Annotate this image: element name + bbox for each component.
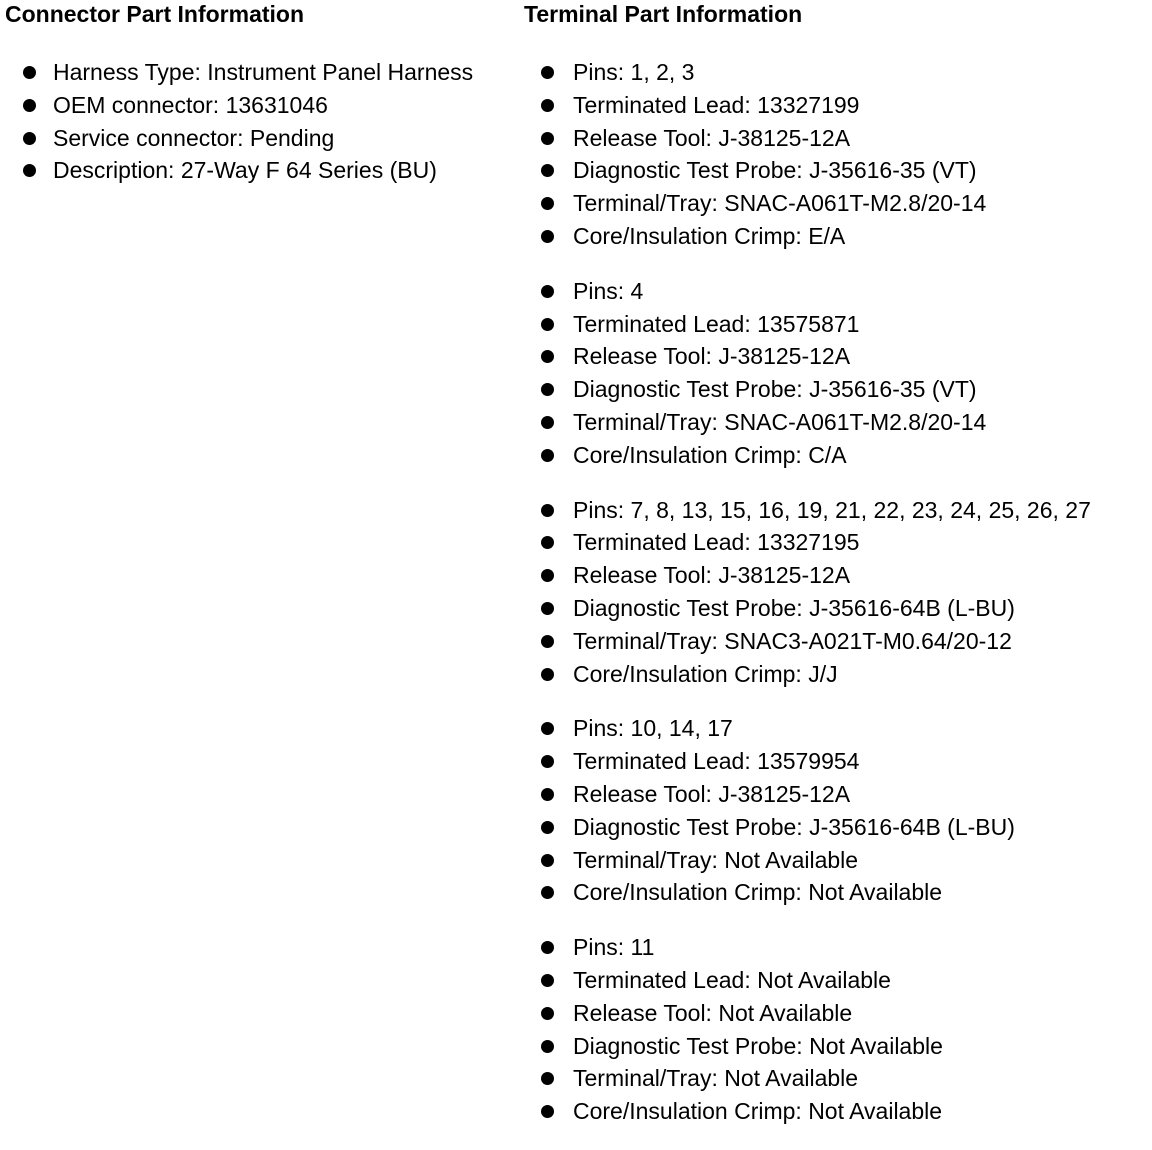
bullet-icon	[23, 164, 36, 177]
bullet-icon	[541, 602, 554, 615]
list-item-text: Diagnostic Test Probe: J-35616-35 (VT)	[573, 157, 977, 184]
list-item-text: Release Tool: J-38125-12A	[573, 343, 851, 370]
list-item	[524, 931, 1148, 964]
bullet-icon	[541, 886, 554, 899]
list-item-text: Core/Insulation Crimp: Not Available	[573, 879, 943, 906]
list-item	[524, 559, 1148, 592]
list-item-text: Terminal/Tray: Not Available	[573, 846, 859, 873]
list-item	[524, 745, 1148, 778]
list-item-text: Pins: 4	[573, 277, 644, 304]
list-item	[524, 1095, 1148, 1128]
list-item-text: Terminated Lead: 13327195	[573, 529, 860, 556]
list-item-text: Terminated Lead: 13327199	[573, 91, 860, 118]
list-item	[524, 275, 1148, 308]
list-item	[524, 122, 1148, 155]
connector-section	[5, 0, 515, 187]
list-item	[524, 220, 1148, 253]
list-item	[524, 844, 1148, 877]
connector-heading: Connector Part Information	[5, 1, 305, 27]
list-item-text: Release Tool: J-38125-12A	[573, 124, 851, 151]
terminal-group-5	[524, 931, 1148, 1128]
bullet-icon	[541, 941, 554, 954]
bullet-icon	[541, 230, 554, 243]
list-item	[524, 56, 1148, 89]
bullet-icon	[541, 1072, 554, 1085]
list-item	[524, 625, 1148, 658]
bullet-icon	[541, 383, 554, 396]
bullet-icon	[541, 504, 554, 517]
list-item	[524, 997, 1148, 1030]
bullet-icon	[541, 1007, 554, 1020]
bullet-icon	[23, 132, 36, 145]
bullet-icon	[541, 1105, 554, 1118]
connector-list	[5, 56, 515, 187]
list-item	[5, 56, 515, 89]
list-item	[524, 964, 1148, 997]
terminal-section	[524, 0, 1148, 1150]
list-item-text: Description: 27-Way F 64 Series (BU)	[53, 157, 437, 184]
list-item	[5, 89, 515, 122]
list-item	[524, 308, 1148, 341]
list-item-text: Diagnostic Test Probe: J-35616-64B (L-BU)	[573, 813, 1015, 840]
bullet-icon	[541, 197, 554, 210]
bullet-icon	[541, 1040, 554, 1053]
list-item-text: Pins: 11	[573, 934, 655, 961]
list-item	[524, 406, 1148, 439]
bullet-icon	[541, 132, 554, 145]
list-item	[524, 811, 1148, 844]
list-item	[524, 89, 1148, 122]
bullet-icon	[541, 99, 554, 112]
bullet-icon	[541, 854, 554, 867]
list-item-text: Terminated Lead: 13575871	[573, 310, 860, 337]
list-item	[524, 658, 1148, 691]
list-item-text: Diagnostic Test Probe: Not Available	[573, 1032, 943, 1059]
list-item-text: Core/Insulation Crimp: Not Available	[573, 1098, 943, 1125]
bullet-icon	[541, 164, 554, 177]
list-item	[524, 373, 1148, 406]
list-item	[5, 154, 515, 187]
list-item	[524, 494, 1148, 527]
bullet-icon	[541, 416, 554, 429]
list-item	[524, 340, 1148, 373]
bullet-icon	[541, 318, 554, 331]
bullet-icon	[23, 66, 36, 79]
list-item-text: Release Tool: J-38125-12A	[573, 780, 851, 807]
bullet-icon	[541, 755, 554, 768]
list-item-text: Terminal/Tray: SNAC-A061T-M2.8/20-14	[573, 408, 987, 435]
list-item-text: Terminal/Tray: SNAC-A061T-M2.8/20-14	[573, 190, 987, 217]
bullet-icon	[541, 635, 554, 648]
list-item-text: Pins: 10, 14, 17	[573, 715, 733, 742]
list-item-text: Terminated Lead: Not Available	[573, 966, 891, 993]
terminal-group-3	[524, 494, 1148, 691]
terminal-group-2	[524, 275, 1148, 472]
list-item-text: Service connector: Pending	[53, 124, 335, 151]
bullet-icon	[541, 285, 554, 298]
bullet-icon	[541, 722, 554, 735]
list-item-text: Pins: 1, 2, 3	[573, 59, 695, 85]
list-item	[524, 1062, 1148, 1095]
bullet-icon	[541, 788, 554, 801]
list-item	[524, 592, 1148, 625]
bullet-icon	[541, 350, 554, 363]
terminal-group-1	[524, 56, 1148, 253]
list-item	[524, 778, 1148, 811]
list-item-text: OEM connector: 13631046	[53, 91, 328, 118]
bullet-icon	[541, 569, 554, 582]
list-item	[5, 122, 515, 155]
list-item-text: Core/Insulation Crimp: E/A	[573, 222, 846, 249]
terminal-group-4	[524, 712, 1148, 909]
list-item-text: Terminated Lead: 13579954	[573, 748, 860, 775]
list-item-text: Terminal/Tray: Not Available	[573, 1065, 859, 1092]
list-item-text: Core/Insulation Crimp: J/J	[573, 660, 838, 687]
list-item-text: Diagnostic Test Probe: J-35616-35 (VT)	[573, 376, 977, 403]
list-item	[524, 439, 1148, 472]
list-item-text: Pins: 7, 8, 13, 15, 16, 19, 21, 22, 23, 24, 25, 26, 27	[573, 496, 1091, 523]
list-item-text: Terminal/Tray: SNAC3-A021T-M0.64/20-12	[573, 627, 1012, 654]
list-item-text: Release Tool: Not Available	[573, 999, 853, 1026]
list-item	[524, 1030, 1148, 1063]
bullet-icon	[541, 66, 554, 79]
bullet-icon	[541, 974, 554, 987]
terminal-heading: Terminal Part Information	[524, 1, 803, 27]
list-item	[524, 187, 1148, 220]
bullet-icon	[541, 449, 554, 462]
bullet-icon	[23, 99, 36, 112]
list-item	[524, 154, 1148, 187]
list-item-text: Release Tool: J-38125-12A	[573, 562, 851, 589]
list-item	[524, 712, 1148, 745]
list-item	[524, 526, 1148, 559]
bullet-icon	[541, 668, 554, 681]
bullet-icon	[541, 536, 554, 549]
list-item	[524, 876, 1148, 909]
list-item-text: Diagnostic Test Probe: J-35616-64B (L-BU)	[573, 594, 1015, 621]
list-item-text: Harness Type: Instrument Panel Harness	[53, 59, 474, 85]
bullet-icon	[541, 821, 554, 834]
list-item-text: Core/Insulation Crimp: C/A	[573, 441, 847, 468]
